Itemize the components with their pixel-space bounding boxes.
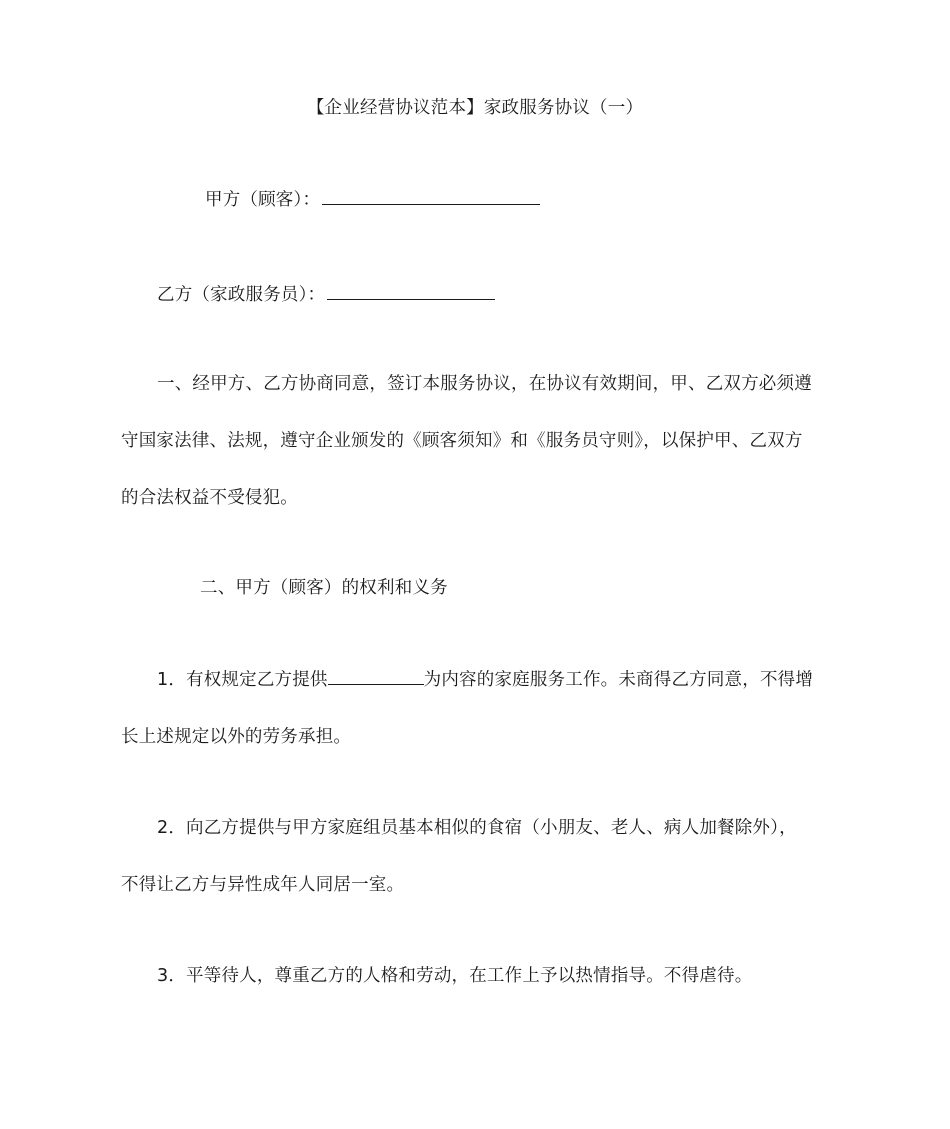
item3-line1 [157, 964, 752, 988]
party-a-line [205, 188, 540, 212]
clause1-line3 [121, 486, 298, 510]
item1-prefix: 1．有权规定乙方提供 [157, 670, 328, 690]
item2-line2 [121, 873, 404, 897]
party-b-label: 乙方（家政服务员）： [157, 285, 326, 305]
clause1-text-2: 守国家法律、法规，遵守企业颁发的《顾客须知》和《服务员守则》，以保护甲、乙双方 [121, 431, 803, 451]
document-title [0, 96, 950, 120]
clause1-line1 [157, 372, 812, 396]
title-text: 【企业经营协议范本】家政服务协议（一） [306, 98, 644, 118]
party-a-blank[interactable] [322, 188, 540, 205]
item1-blank[interactable] [328, 668, 424, 685]
clause1-text-3: 的合法权益不受侵犯。 [121, 488, 298, 508]
clause1-line2 [121, 429, 803, 453]
item3-text-1: 3．平等待人，尊重乙方的人格和劳动，在工作上予以热情指导。不得虐待。 [157, 966, 753, 986]
party-b-blank[interactable] [327, 283, 495, 300]
item1-suffix: 为内容的家庭服务工作。未商得乙方同意，不得增 [423, 670, 814, 690]
party-a-label: 甲方（顾客）： [205, 190, 321, 210]
item1-line1 [157, 668, 813, 692]
section2-heading [200, 576, 448, 600]
section2-heading-text: 二、甲方（顾客）的权利和义务 [200, 578, 448, 598]
item2-text-2: 不得让乙方与异性成年人同居一室。 [121, 875, 405, 895]
item2-text-1: 2．向乙方提供与甲方家庭组员基本相似的食宿（小朋友、老人、病人加餐除外）， [157, 818, 797, 838]
party-b-line [157, 283, 495, 307]
clause1-text-1: 一、经甲方、乙方协商同意，签订本服务协议，在协议有效期间，甲、乙双方必须遵 [157, 374, 812, 394]
item1-line2 [121, 725, 351, 749]
item2-line1 [157, 816, 797, 840]
item1-text-2: 长上述规定以外的劳务承担。 [121, 727, 352, 747]
